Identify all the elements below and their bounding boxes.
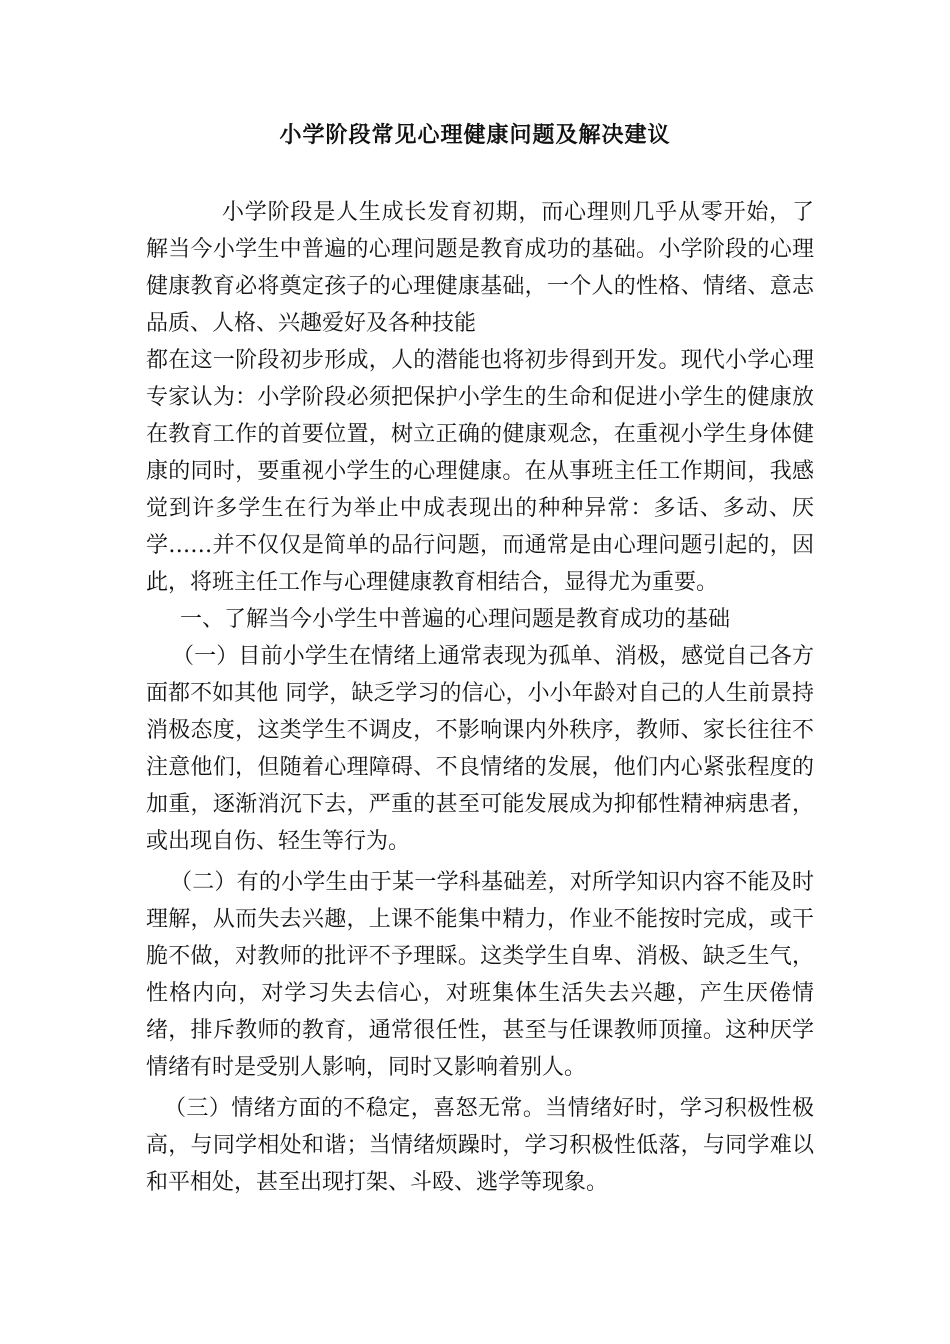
- paragraph-intro: 小学阶段是人生成长发育初期，而心理则几乎从零开始，了解当今小学生中普遍的心理问题是教育成功的基础。小学阶段的心理健康教育必将奠定孩子的心理健康基础，一个人的性格、情绪、意志品质、人格、兴趣爱好及各种技能: [146, 200, 814, 336]
- paragraph-point-one: （一）目前小学生在情绪上通常表现为孤单、消极，感觉自己各方面都不如其他 同学，缺乏学习的信心，小小年龄对自己的人生前景持消极态度，这类学生不调皮，不影响课内外秩序，教师、家长往往不注意他们，但随着心理障碍、不良情绪的发展，他们内心紧张程度的加重，逐渐消沉下去，严重的甚至可能发展成为抑郁性精神病患者，或出现自伤、轻生等行为。: [146, 644, 814, 854]
- paragraph-point-three: （三）情绪方面的不稳定，喜怒无常。当情绪好时，学习积极性极高，与同学相处和谐；当情绪烦躁时，学习积极性低落，与同学难以和平相处，甚至出现打架、斗殴、逃学等现象。: [146, 1096, 814, 1195]
- document-title: 小学阶段常见心理健康问题及解决建议: [279, 122, 671, 148]
- section-heading-one: 一、了解当今小学生中普遍的心理问题是教育成功的基础: [180, 607, 731, 632]
- document-body: [146, 194, 814, 1201]
- paragraph-continuation: 都在这一阶段初步形成，人的潜能也将初步得到开发。现代小学心理专家认为：小学阶段必须把保护小学生的生命和促进小学生的健康放在教育工作的首要位置，树立正确的健康观念，在重视小学生身体健康的同时，要重视小学生的心理健康。在从事班主任工作期间，我感觉到许多学生在行为举止中成表现出的种种异常：多话、多动、厌学……并不仅仅是简单的品行问题，而通常是由心理问题引起的，因此，将班主任工作与心理健康教育相结合，显得尤为重要。: [146, 348, 814, 595]
- paragraph-point-two: （二）有的小学生由于某一学科基础差，对所学知识内容不能及时理解，从而失去兴趣，上课不能集中精力，作业不能按时完成，或干脆不做，对教师的批评不予理睬。这类学生自卑、消极、缺乏生气，性格内向，对学习失去信心，对班集体生活失去兴趣，产生厌倦情绪，排斥教师的教育，通常很任性，甚至与任课教师顶撞。这种厌学情绪有时是受别人影响，同时又影响着别人。: [146, 870, 814, 1080]
